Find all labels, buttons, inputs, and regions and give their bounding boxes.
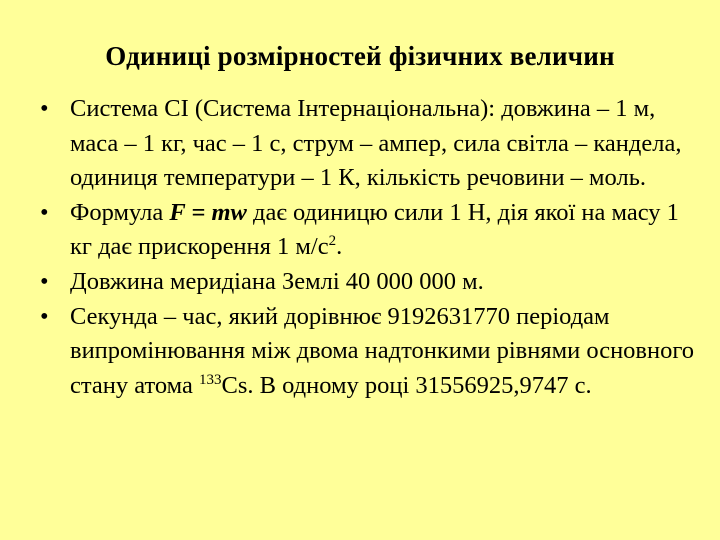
bullet-marker: • [40,95,49,122]
formula: F = mw [169,198,247,226]
bullet-marker: • [40,302,49,330]
bullet-text-after: Cs. В одному році 31556925,9747 с. [221,371,592,399]
slide-title: Одиниці розмірностей фізичних величин [105,41,615,71]
bullet-text-after: . [336,233,343,261]
superscript: 2 [328,233,337,250]
bullet-list [40,92,700,403]
bullet-item-second [40,300,700,404]
bullet-item-si-system [40,92,700,196]
bullet-marker: • [40,198,49,226]
bullet-text-before: Секунда – час, який дорівнює 9192631770 періодам випромінювання між двома надтонкими рівнями основного стану атома [70,302,695,399]
bullet-marker: • [40,267,49,295]
bullet-item-force-formula [40,196,700,265]
bullet-text: Система СІ (Система Інтернаціональна): довжина – 1 м, маса – 1 кг, час – 1 с, струм – ампер, сила світла – кандела, одиниця температури – 1 К, кількість речовини – моль. [70,95,682,192]
bullet-text-middle: дає одиницю сили 1 Н, дія якої на масу 1 кг дає прискорення 1 м/с [70,198,679,261]
superscript: 133 [198,371,222,388]
bullet-item-meridian [40,265,700,300]
bullet-text: Довжина меридіана Землі 40 000 000 м. [70,267,484,295]
bullet-text-before: Формула [70,198,170,226]
